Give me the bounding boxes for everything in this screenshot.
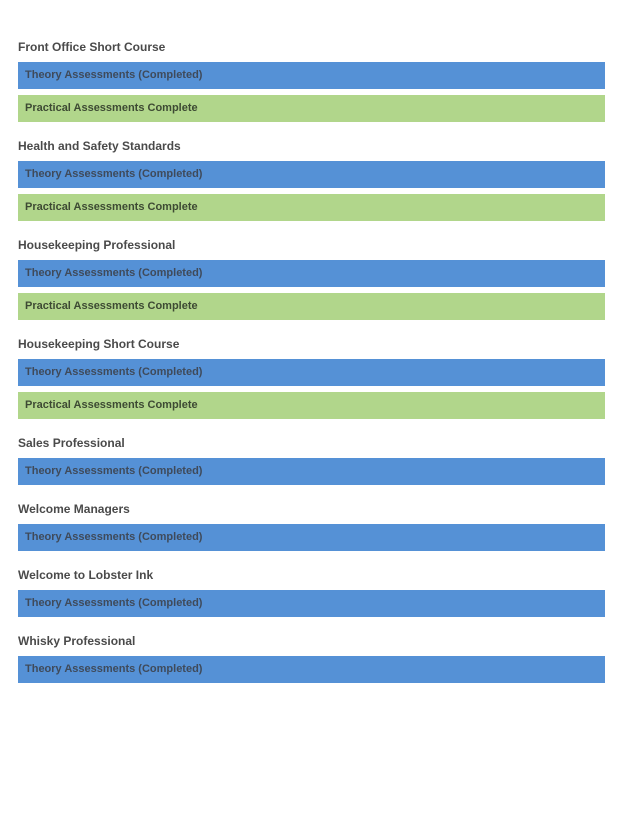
status-list bbox=[18, 359, 605, 419]
practical-assessment-status: Practical Assessments Complete bbox=[18, 392, 605, 419]
course-section bbox=[18, 502, 605, 551]
status-list bbox=[18, 524, 605, 551]
course-section bbox=[18, 139, 605, 221]
theory-assessment-status: Theory Assessments (Completed) bbox=[18, 260, 605, 287]
course-title: Whisky Professional bbox=[18, 634, 136, 648]
course-section bbox=[18, 40, 605, 122]
course-section bbox=[18, 238, 605, 320]
course-title: Health and Safety Standards bbox=[18, 139, 181, 153]
course-section bbox=[18, 337, 605, 419]
practical-assessment-status: Practical Assessments Complete bbox=[18, 194, 605, 221]
theory-assessment-status: Theory Assessments (Completed) bbox=[18, 590, 605, 617]
status-list bbox=[18, 590, 605, 617]
status-list bbox=[18, 260, 605, 320]
theory-assessment-status: Theory Assessments (Completed) bbox=[18, 656, 605, 683]
theory-assessment-status: Theory Assessments (Completed) bbox=[18, 161, 605, 188]
course-list bbox=[18, 40, 605, 700]
course-section bbox=[18, 568, 605, 617]
course-title: Front Office Short Course bbox=[18, 40, 166, 54]
course-title: Welcome Managers bbox=[18, 502, 130, 516]
status-list bbox=[18, 62, 605, 122]
status-list bbox=[18, 458, 605, 485]
course-title: Housekeeping Short Course bbox=[18, 337, 180, 351]
status-list bbox=[18, 656, 605, 683]
practical-assessment-status: Practical Assessments Complete bbox=[18, 95, 605, 122]
status-list bbox=[18, 161, 605, 221]
course-section bbox=[18, 436, 605, 485]
theory-assessment-status: Theory Assessments (Completed) bbox=[18, 524, 605, 551]
course-title: Welcome to Lobster Ink bbox=[18, 568, 154, 582]
practical-assessment-status: Practical Assessments Complete bbox=[18, 293, 605, 320]
theory-assessment-status: Theory Assessments (Completed) bbox=[18, 359, 605, 386]
theory-assessment-status: Theory Assessments (Completed) bbox=[18, 458, 605, 485]
course-title: Sales Professional bbox=[18, 436, 125, 450]
theory-assessment-status: Theory Assessments (Completed) bbox=[18, 62, 605, 89]
course-title: Housekeeping Professional bbox=[18, 238, 176, 252]
course-section bbox=[18, 634, 605, 683]
